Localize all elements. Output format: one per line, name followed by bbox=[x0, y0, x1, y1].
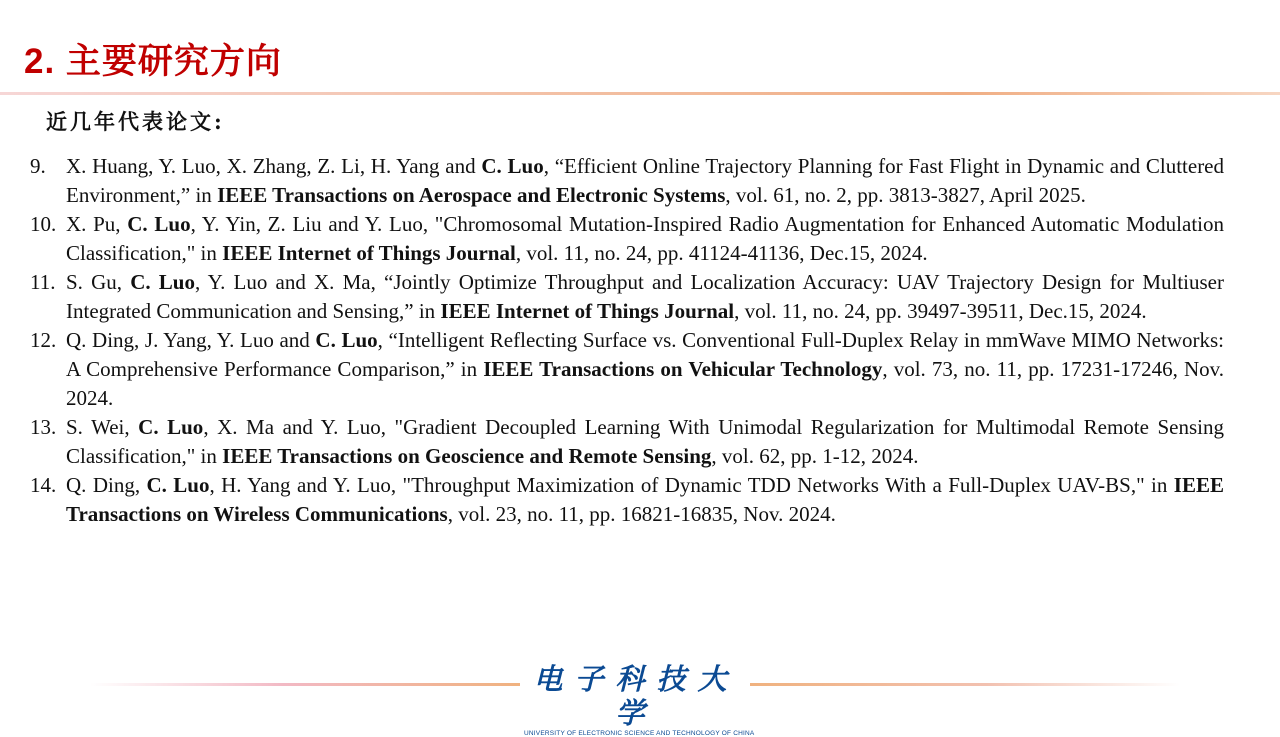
title-divider bbox=[0, 92, 1280, 95]
reference-venue: IEEE Transactions on Aerospace and Electronic Systems bbox=[217, 183, 726, 207]
reference-item bbox=[30, 326, 1225, 413]
reference-title: "Throughput Maximization of Dynamic TDD Networks With a Full-Duplex UAV-BS," in bbox=[402, 473, 1174, 497]
reference-title: “Intelligent Reflecting Surface vs. Conventional Full-Duplex Relay in mmWave MIMO Networks: A Comprehensive Performance Comparison,” in bbox=[66, 328, 1225, 381]
reference-authors: , bbox=[377, 328, 389, 352]
reference-venue: IEEE Transactions on Geoscience and Remote Sensing bbox=[222, 444, 712, 468]
reference-authors: Q. Ding, bbox=[66, 473, 147, 497]
reference-authors: S. Gu, bbox=[66, 270, 131, 294]
footer-divider-left bbox=[90, 683, 520, 686]
reference-details: , vol. 11, no. 24, pp. 41124-41136, Dec.15, 2024. bbox=[515, 241, 928, 265]
reference-number: 10. bbox=[30, 212, 57, 236]
reference-item bbox=[30, 413, 1224, 471]
highlight-author: C. Luo bbox=[146, 473, 210, 497]
reference-venue: IEEE Internet of Things Journal bbox=[440, 299, 735, 323]
reference-number: 11. bbox=[30, 270, 56, 294]
reference-authors: , Y. Yin, Z. Liu and Y. Luo, bbox=[190, 212, 435, 236]
reference-details: , vol. 61, no. 2, pp. 3813-3827, April 2025. bbox=[725, 183, 1086, 207]
reference-item bbox=[30, 152, 1225, 210]
reference-authors: X. Huang, Y. Luo, X. Zhang, Z. Li, H. Yang and bbox=[66, 154, 482, 178]
slide-title: 2. 主要研究方向 bbox=[24, 42, 282, 81]
reference-title: "Chromosomal Mutation-Inspired Radio Augmentation for Enhanced Automatic Modulation Classification," in bbox=[66, 212, 1224, 265]
reference-venue: IEEE Transactions on Vehicular Technology bbox=[483, 357, 883, 381]
reference-details: , vol. 73, no. 11, pp. 17231-17246, Nov. 2024. bbox=[66, 357, 1225, 410]
university-logo bbox=[524, 662, 755, 737]
reference-item bbox=[30, 471, 1224, 529]
logo-english-name: UNIVERSITY OF ELECTRONIC SCIENCE AND TECHNOLOGY OF CHINA bbox=[524, 730, 755, 737]
reference-title: “Efficient Online Trajectory Planning for Fast Flight in Dynamic and Cluttered Environment,” in bbox=[66, 154, 1225, 207]
reference-details: , vol. 62, pp. 1-12, 2024. bbox=[711, 444, 919, 468]
highlight-author: C. Luo bbox=[130, 270, 195, 294]
section-subtitle: 近几年代表论文: bbox=[46, 109, 225, 134]
reference-list bbox=[0, 152, 1280, 529]
reference-title: “Jointly Optimize Throughput and Localization Accuracy: UAV Trajectory Design for Multiuser Integrated Communication and Sensing,” in bbox=[66, 270, 1224, 323]
reference-details: , vol. 11, no. 24, pp. 39497-39511, Dec.15, 2024. bbox=[734, 299, 1147, 323]
reference-authors: X. Pu, bbox=[66, 212, 128, 236]
reference-authors: S. Wei, bbox=[66, 415, 139, 439]
reference-authors: , bbox=[543, 154, 555, 178]
logo-chinese-name: 电子科技大学 bbox=[533, 662, 739, 730]
reference-authors: , X. Ma and Y. Luo, bbox=[203, 415, 395, 439]
reference-number: 9. bbox=[30, 154, 46, 178]
highlight-author: C. Luo bbox=[481, 154, 544, 178]
reference-item bbox=[30, 268, 1224, 326]
reference-item bbox=[30, 210, 1224, 268]
reference-number: 13. bbox=[30, 415, 57, 439]
reference-authors: Q. Ding, J. Yang, Y. Luo and bbox=[66, 328, 316, 352]
highlight-author: C. Luo bbox=[127, 212, 191, 236]
footer-divider-right bbox=[750, 683, 1180, 686]
reference-details: , vol. 23, no. 11, pp. 16821-16835, Nov. 2024. bbox=[447, 502, 836, 526]
reference-venue: IEEE Internet of Things Journal bbox=[222, 241, 516, 265]
highlight-author: C. Luo bbox=[138, 415, 204, 439]
highlight-author: C. Luo bbox=[315, 328, 378, 352]
reference-venue: IEEE Transactions on Wireless Communications bbox=[66, 473, 1224, 526]
reference-title: "Gradient Decoupled Learning With Unimodal Regularization for Multimodal Remote Sensing Classification," in bbox=[66, 415, 1224, 468]
reference-number: 12. bbox=[30, 328, 57, 352]
reference-number: 14. bbox=[30, 473, 57, 497]
reference-authors: , Y. Luo and X. Ma, bbox=[194, 270, 385, 294]
reference-authors: , H. Yang and Y. Luo, bbox=[209, 473, 403, 497]
